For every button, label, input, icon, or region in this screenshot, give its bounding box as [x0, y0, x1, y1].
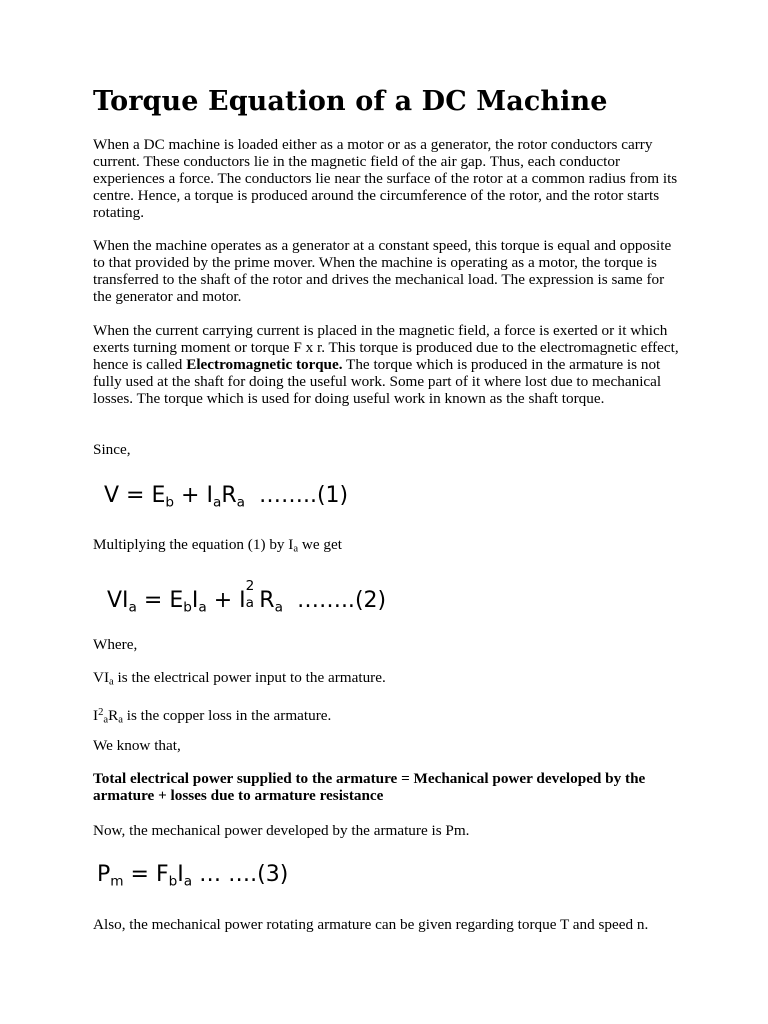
eq1-equals: =	[119, 483, 152, 508]
multiplying-sentence	[93, 536, 342, 558]
eq3-lhs: P	[97, 862, 111, 887]
eq3-subscript: m	[110, 873, 124, 890]
eq2-subscript: a	[245, 594, 255, 611]
eq2-term: R	[259, 588, 275, 613]
eq3-equals: =	[123, 862, 156, 887]
eq2-term: I	[239, 588, 246, 613]
eq2-subscript: a	[128, 599, 137, 616]
eq3-subscript: b	[168, 873, 178, 890]
equation-1	[104, 481, 348, 517]
eq2-term: E	[169, 588, 184, 613]
eq1-term: R	[221, 483, 237, 508]
eq2-equals: =	[136, 588, 170, 613]
eq3-number: (3)	[257, 862, 289, 887]
torque-speed-sentence: Also, the mechanical power rotating armature can be given regarding torque T and speed n.	[93, 916, 649, 933]
multiplying-subscript: a	[293, 543, 299, 555]
eq1-subscript: a	[236, 494, 245, 511]
eq2-term: I	[191, 588, 199, 613]
eq2-supsub	[245, 578, 260, 611]
paragraph-electromagnetic-torque	[93, 323, 683, 408]
definition-vi	[93, 669, 386, 691]
eq1-lhs: V	[104, 483, 120, 508]
paragraph-text: When the current carrying current is placed in the magnetic field, a force is exerted or it which exerts turning moment or torque F x r. This torque is produced due to the electromagnetic effect, hence is called	[93, 322, 679, 373]
paragraph-intro: When a DC machine is loaded either as a motor or as a generator, the rotor conductors carry current. These conductors lie in the magnetic field of the air gap. Thus, each conductor experiences a force. The conductors lie near the surface of the rotor at a common radius from its centre. Hence, a torque is produced around the circumference of the rotor, and the rotor starts rotating.	[93, 136, 678, 221]
eq1-term: I	[206, 483, 213, 508]
eq2-superscript: 2	[245, 578, 255, 595]
eq2-subscript: a	[198, 599, 207, 616]
i-symbol: I	[93, 706, 99, 724]
r-symbol: R	[108, 706, 119, 724]
eq1-subscript: a	[212, 494, 222, 511]
eq3-dots: … ….	[192, 862, 258, 887]
where-label: Where,	[93, 636, 138, 653]
equation-2	[107, 578, 387, 622]
eq2-dots: ……..	[282, 588, 355, 613]
vi-symbol: VI	[93, 669, 110, 686]
copper-loss-text: is the copper loss in the armature.	[122, 706, 332, 724]
paragraph-text: The torque which is produced in the armature is not fully used at the shaft for doing the useful work. Some part of it where lost due to mechanical losses. The torque which is used for doing useful work in known as the shaft torque.	[93, 355, 662, 407]
vi-subscript: a	[109, 676, 114, 688]
r-subscript: a	[118, 714, 123, 726]
eq3-term: I	[177, 862, 184, 887]
eq3-term: F	[155, 862, 169, 887]
eq2-number: (2)	[354, 588, 387, 613]
definition-copper-loss	[93, 704, 331, 728]
eq1-number: (1)	[316, 483, 349, 508]
eq1-term: E	[151, 483, 166, 508]
total-power-statement: Total electrical power supplied to the armature = Mechanical power developed by the armature + losses due to armature resistance	[93, 770, 646, 804]
eq2-lhs: VI	[107, 588, 129, 613]
eq1-plus: +	[174, 483, 207, 508]
i-subscript: a	[103, 714, 109, 726]
eq2-subscript: a	[274, 599, 283, 616]
multiplying-text: Multiplying the equation (1) by I	[93, 536, 294, 553]
i-superscript: 2	[98, 707, 104, 718]
multiplying-text: we get	[298, 536, 342, 553]
we-know-label: We know that,	[93, 737, 181, 754]
eq2-plus: +	[206, 588, 240, 613]
eq1-subscript: b	[165, 494, 175, 511]
eq2-subscript: b	[183, 599, 192, 616]
eq1-dots: ……..	[244, 483, 317, 508]
since-label: Since,	[93, 441, 131, 458]
electromagnetic-torque-term: Electromagnetic torque.	[186, 355, 343, 373]
mechanical-power-sentence: Now, the mechanical power developed by the armature is Pm.	[93, 822, 470, 839]
paragraph-generator-motor: When the machine operates as a generator at a constant speed, this torque is equal and opposite to that provided by the prime mover. When the machine is operating as a motor, the torque is transferred to the shaft of the rotor and drives the mechanical load. The expression is same for the generator and motor.	[93, 237, 672, 305]
eq3-subscript: a	[183, 873, 193, 890]
page-title: Torque Equation of a DC Machine	[93, 86, 608, 117]
vi-definition-text: is the electrical power input to the armature.	[113, 669, 386, 686]
equation-3	[97, 860, 288, 896]
